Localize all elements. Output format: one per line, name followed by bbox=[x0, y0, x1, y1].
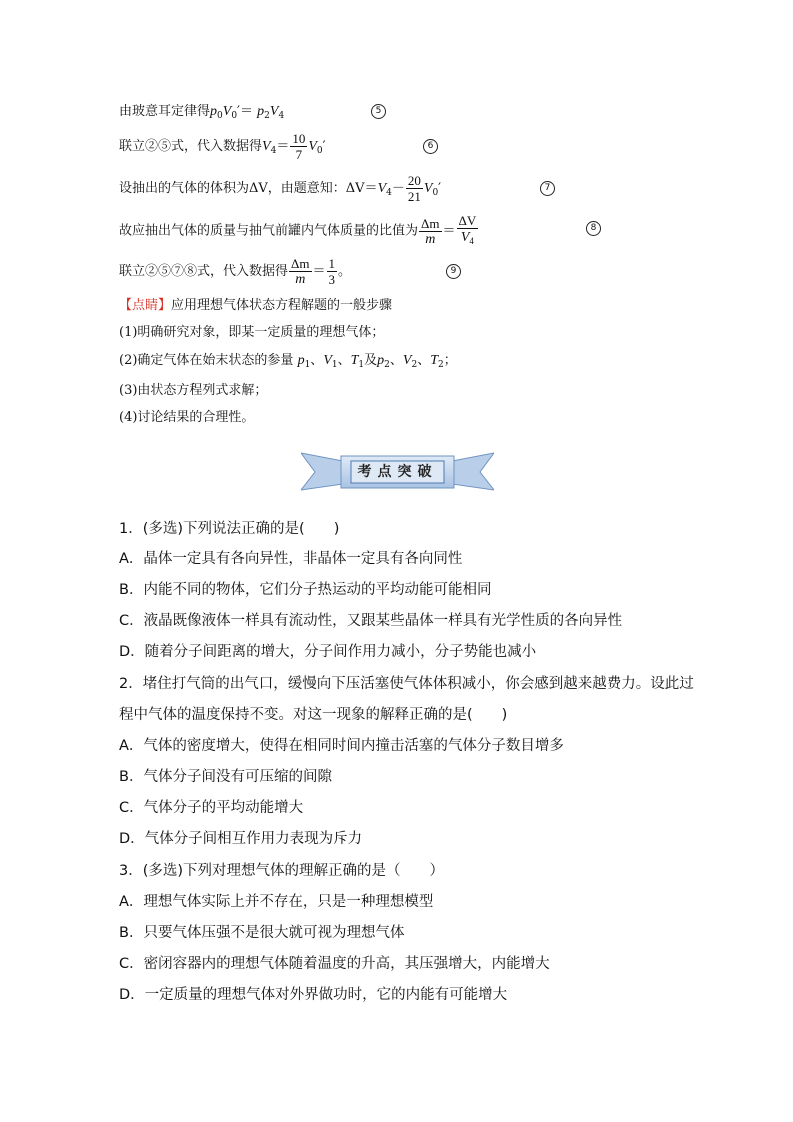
fraction: $\frac{1}{3}$ bbox=[328, 256, 336, 287]
tip-step: (1)明确研究对象，即某一定质量的理想气体； bbox=[119, 325, 385, 340]
option: A．晶体一定具有各向异性，非晶体一定具有各向同性 bbox=[119, 551, 463, 567]
section-banner bbox=[301, 450, 494, 494]
option: D．气体分子间相互作用力表现为斥力 bbox=[119, 831, 363, 847]
derivation-line-1: 由玻意耳定律得$p_0V_0'= p_2V_4$ bbox=[119, 104, 285, 121]
option: C．液晶既像液体一样具有流动性，又跟某些晶体一样具有光学性质的各向异性 bbox=[119, 613, 623, 629]
tip-step: (2)确定气体在始末状态的参量 $p_1$、$V_1$、$T_1$及$p_2$、$V_2$、$T_2$； bbox=[119, 353, 457, 370]
equation-number-mark: 9 bbox=[446, 264, 461, 279]
banner-title: 考点突破 bbox=[357, 464, 438, 480]
derivation-line-5: 联立②⑤⑦⑧式，代入数据得 $\frac{\Delta m}{m}$ ＝ $\frac{1}{3}$ 。 bbox=[119, 256, 352, 287]
question-stem-continued: 程中气体的温度保持不变。对这一现象的解释正确的是( ) bbox=[119, 707, 508, 723]
question-stem: 1．(多选)下列说法正确的是( ) bbox=[119, 521, 340, 537]
fraction: $\frac{\Delta m}{m}$ bbox=[421, 215, 440, 247]
option: D．随着分子间距离的增大，分子间作用力减小，分子势能也减小 bbox=[119, 644, 537, 660]
option: B．内能不同的物体，它们分子热运动的平均动能可能相同 bbox=[119, 582, 492, 598]
option: A．理想气体实际上并不存在，只是一种理想模型 bbox=[119, 894, 434, 910]
option: C．气体分子的平均动能增大 bbox=[119, 800, 304, 816]
fraction: $\frac{\Delta V}{V_4}$ bbox=[458, 213, 477, 246]
fraction: $\frac{10}{7}$ bbox=[292, 131, 306, 162]
option: B．气体分子间没有可压缩的间隙 bbox=[119, 769, 332, 785]
equation-number-mark: 8 bbox=[586, 221, 601, 236]
option: A．气体的密度增大，使得在相同时间内撞击活塞的气体分子数目增多 bbox=[119, 738, 564, 754]
option: B．只要气体压强不是很大就可视为理想气体 bbox=[119, 925, 405, 941]
option: C．密闭容器内的理想气体随着温度的升高，其压强增大，内能增大 bbox=[119, 956, 550, 972]
question-stem: 3．(多选)下列对理想气体的理解正确的是（ ） bbox=[119, 863, 445, 879]
fraction: $\frac{20}{21}$ bbox=[407, 173, 421, 204]
equation-number-mark: 5 bbox=[371, 104, 386, 119]
derivation-line-4: 故应抽出气体的质量与抽气前罐内气体质量的比值为 $\frac{\Delta m}{m}$ ＝ $\frac{\Delta V}{V_4}$ bbox=[119, 213, 479, 249]
question-stem: 2．堵住打气筒的出气口，缓慢向下压活塞使气体体积减小，你会感到越来越费力。设此过 bbox=[119, 676, 694, 692]
tip-step: (4)讨论结果的合理性。 bbox=[119, 410, 255, 425]
derivation-line-2: 联立②⑤式，代入数据得$V_4=$ $\frac{10}{7}$ $V_0'$ bbox=[119, 131, 326, 162]
tip-step: (3)由状态方程列式求解； bbox=[119, 383, 268, 398]
option: D．一定质量的理想气体对外界做功时，它的内能有可能增大 bbox=[119, 987, 508, 1003]
fraction: $\frac{\Delta m}{m}$ bbox=[291, 256, 310, 287]
derivation-line-3: 设抽出的气体的体积为ΔV，由题意知：$\Delta V=V_4-$ $\frac{20}{21}$ $V_0'$ bbox=[119, 173, 442, 204]
equation-number-mark: 6 bbox=[423, 139, 438, 154]
equation-number-mark: 7 bbox=[540, 181, 555, 196]
tip-heading: 【点睛】应用理想气体状态方程解题的一般步骤 bbox=[119, 298, 393, 313]
